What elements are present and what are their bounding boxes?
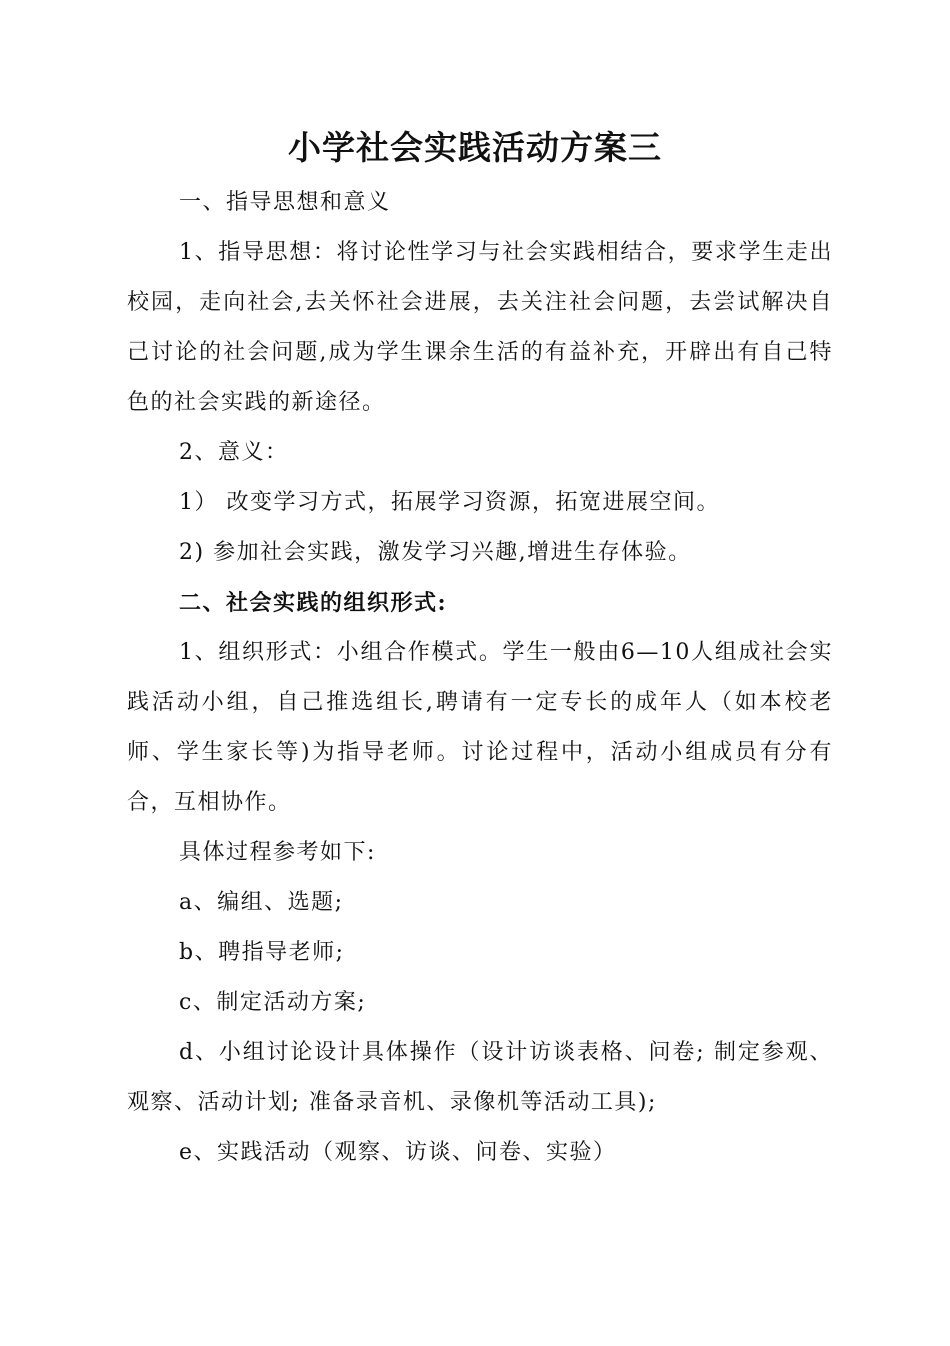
list-item-step-e: e、实践活动（观察、访谈、问卷、实验） (179, 1140, 617, 1165)
section-heading-guiding-ideology: 一、指导思想和意义 (179, 190, 391, 215)
section-heading-organization-form: 二、社会实践的组织形式: (179, 590, 448, 616)
list-item-step-a: a、编组、选题; (179, 890, 344, 915)
list-item-step-b: b、聘指导老师; (179, 940, 345, 965)
list-item-step-d: d、小组讨论设计具体操作（设计访谈表格、问卷; 制定参观、观察、活动计划; 准备录音机、录像机等活动工具); (127, 1040, 833, 1115)
document-body (127, 178, 833, 1178)
paragraph-significance-label: 2、意义： (179, 440, 289, 465)
list-item-step-c: c、制定活动方案; (179, 990, 367, 1015)
paragraph-significance-item-2: 2) 参加社会实践，激发学习兴趣,增进生存体验。 (179, 540, 692, 565)
paragraph-process-intro: 具体过程参考如下: (179, 840, 376, 865)
paragraph-organization-form: 1、组织形式：小组合作模式。学生一般由6—10人组成社会实践活动小组，自己推选组长,聘请有一定专长的成年人（如本校老师、学生家长等)为指导老师。讨论过程中，活动小组成员有分有合，互相协作。 (127, 640, 833, 815)
document-title: 小学社会实践活动方案三 (288, 128, 662, 167)
paragraph-significance-item-1: 1） 改变学习方式，拓展学习资源，拓宽进展空间。 (179, 490, 720, 515)
paragraph-guiding-ideology: 1、指导思想：将讨论性学习与社会实践相结合，要求学生走出校园，走向社会,去关怀社会进展，去关注社会问题，去尝试解决自己讨论的社会问题,成为学生课余生活的有益补充，开辟出有自己特色的社会实践的新途径。 (127, 240, 833, 415)
